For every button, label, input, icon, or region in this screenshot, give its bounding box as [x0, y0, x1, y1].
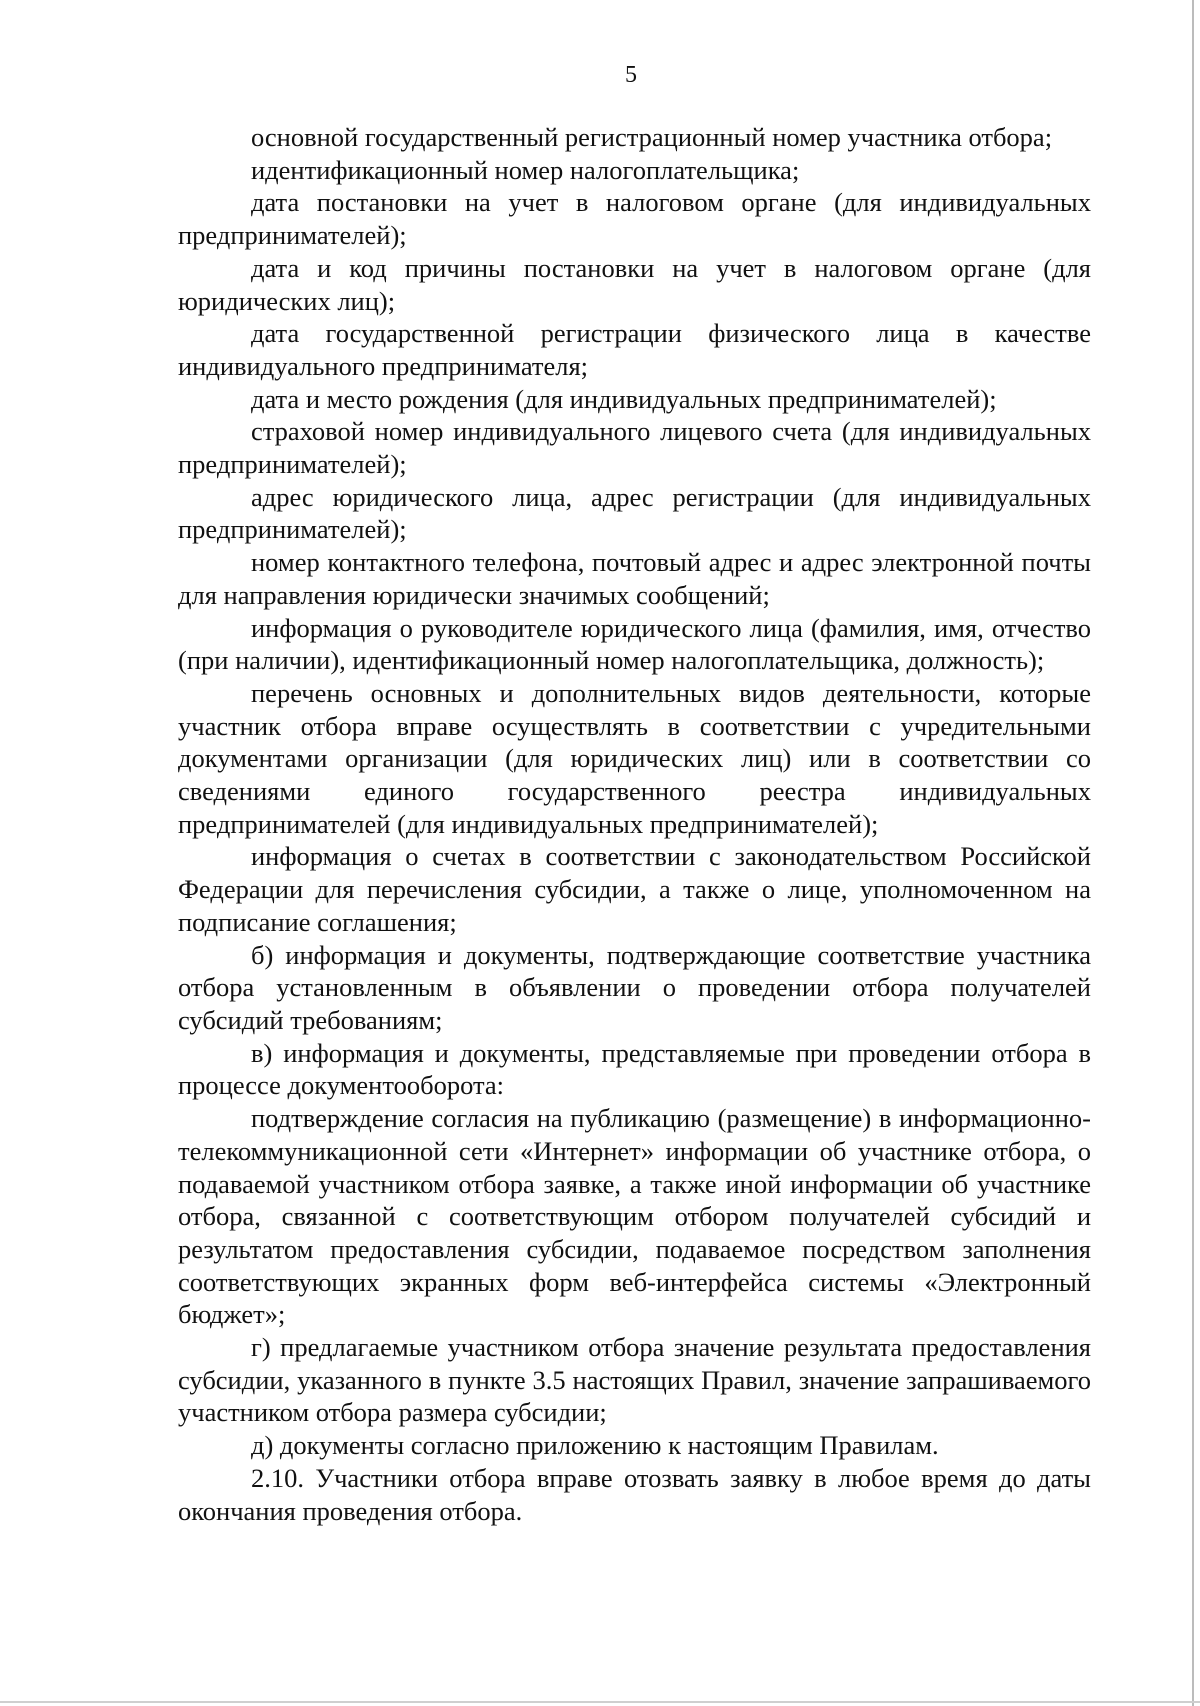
paragraph-birth-date-place: дата и место рождения (для индивидуальных предпринимателей); [251, 383, 997, 414]
paragraph-ogrn: основной государственный регистрационный номер участника отбора; [251, 122, 1053, 152]
paragraph-2-10: 2.10. Участники отбора вправе отозвать заявку в любое время до даты окончания проведения отбора. [178, 1462, 1091, 1526]
paragraph-activities: перечень основных и дополнительных видов деятельности, которые участник отбора вправе осуществлять в соответствии с учредительными документами организации (для юридических лиц) или в соответствии со сведениями единого государственного реестра индивидуальных предпринимателей (для индивидуальных предпринимателей); [178, 677, 1091, 839]
paragraph-consent: подтверждение согласия на публикацию (размещение) в информационно-телекоммуникационной сети «Интернет» информации об участнике отбора, о подаваемой участником отбора заявке, а также иной информации об участнике отбора, связанной с соответствующим отбором получателей субсидий и результатом предоставления субсидии, подаваемое посредством заполнения соответствующих экранных форм веб-интерфейса системы «Электронный бюджет»; [178, 1103, 1091, 1330]
paragraph-item-b: б) информация и документы, подтверждающие соответствие участника отбора установленным в объявлении о проведении отбора получателей субсидий требованиям; [178, 939, 1091, 1035]
paragraph-kpp: дата и код причины постановки на учет в налоговом органе (для юридических лиц); [178, 252, 1091, 316]
paragraph-head-info: информация о руководителе юридического лица (фамилия, имя, отчество (при наличии), идентификационный номер налогоплательщика, должность); [178, 612, 1091, 676]
scan-edge-right [1192, 0, 1194, 1706]
page-number: 5 [625, 62, 637, 88]
paragraph-inn: идентификационный номер налогоплательщика; [251, 154, 800, 185]
paragraph-tax-registration-date: дата постановки на учет в налоговом органе (для индивидуальных предпринимателей); [178, 187, 1091, 251]
paragraph-accounts: информация о счетах в соответствии с законодательством Российской Федерации для перечисления субсидии, а также о лице, уполномоченном на подписание соглашения; [178, 841, 1091, 937]
paragraph-item-g: г) предлагаемые участником отбора значение результата предоставления субсидии, указанного в пункте 3.5 настоящих Правил, значение запрашиваемого участником отбора размера субсидии; [178, 1332, 1091, 1428]
paragraph-snils: страховой номер индивидуального лицевого счета (для индивидуальных предпринимателей); [178, 416, 1091, 480]
paragraph-item-v: в) информация и документы, представляемые при проведении отбора в процессе документооборота: [178, 1037, 1091, 1101]
paragraph-address: адрес юридического лица, адрес регистрации (для индивидуальных предпринимателей); [178, 481, 1091, 545]
paragraph-item-d: д) документы согласно приложению к настоящим Правилам. [251, 1430, 939, 1461]
document-body [178, 121, 1091, 1527]
scan-edge-bottom [0, 1701, 1200, 1703]
paragraph-contacts: номер контактного телефона, почтовый адрес и адрес электронной почты для направления юридически значимых сообщений; [178, 547, 1091, 610]
paragraph-ip-registration-date: дата государственной регистрации физического лица в качестве индивидуального предпринимателя; [178, 318, 1091, 381]
